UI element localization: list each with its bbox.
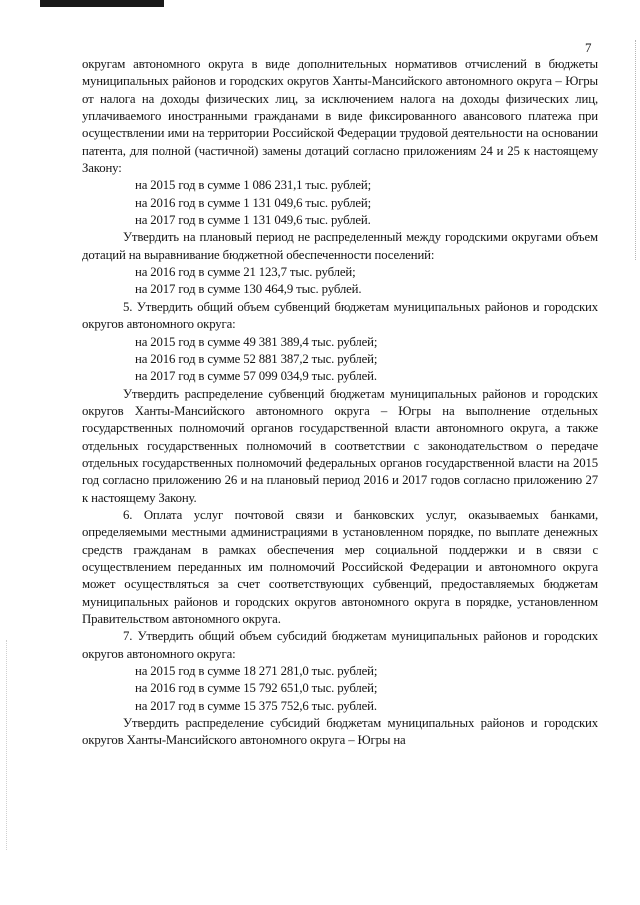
page-number: 7 (585, 40, 592, 55)
amount-line: на 2017 год в сумме 15 375 752,6 тыс. рублей. (135, 698, 377, 713)
paragraph-continuation: округам автономного округа в виде дополнительных нормативов отчислений в бюджеты муниципальных районов и городских округов Ханты-Мансийского автономного округа – Югры от налога на доходы физических лиц, за исключением налога на доходы физических лиц, уплачиваемого иностранными гражданами в виде фиксированного авансового платежа при осуществлении ими на территории Российской Федерации трудовой деятельности на основании патента, для полной (частичной) замены дотаций согласно приложениям 24 и 25 к настоящему Закону: (82, 57, 598, 176)
amount-line: на 2015 год в сумме 1 086 231,1 тыс. рублей; (135, 178, 372, 193)
paragraph: 5. Утвердить общий объем субвенций бюджетам муниципальных районов и городских округов автономного округа: (82, 299, 598, 332)
page-body (82, 56, 598, 750)
amount-line: на 2017 год в сумме 130 464,9 тыс. рублей. (135, 282, 362, 297)
paragraph: 7. Утвердить общий объем субсидий бюджетам муниципальных районов и городских округов автономного округа: (82, 629, 598, 661)
amount-line: на 2016 год в сумме 15 792 651,0 тыс. рублей; (135, 681, 378, 696)
amount-line: на 2016 год в сумме 52 881 387,2 тыс. рублей; (135, 351, 378, 366)
amount-line: на 2015 год в сумме 18 271 281,0 тыс. рублей; (135, 664, 378, 679)
scan-left-mark (6, 640, 8, 850)
amount-line: на 2017 год в сумме 1 131 049,6 тыс. рублей. (135, 213, 371, 228)
scan-top-bar (40, 0, 164, 7)
paragraph: 6. Оплата услуг почтовой связи и банковских услуг, оказываемых банками, определяемыми местными администрациями в установленном порядке, по выплате денежных средств гражданам в рамках обеспечения мер социальной поддержки и в связи с осуществлением переданных им полномочий Российской Федерации и автономного округа может осуществляться за счет соответствующих субвенций, предоставляемых бюджетам муниципальных районов и городских округов автономного округа в порядке, установленном Правительством автономного округа. (82, 507, 598, 626)
paragraph: Утвердить на плановый период не распределенный между городскими округами объем дотаций на выравнивание бюджетной обеспеченности поселений: (82, 230, 598, 262)
amount-line: на 2017 год в сумме 57 099 034,9 тыс. рублей. (135, 369, 377, 384)
amount-line: на 2015 год в сумме 49 381 389,4 тыс. рублей; (135, 334, 378, 349)
paragraph: Утвердить распределение субсидий бюджетам муниципальных районов и городских округов Ханты-Мансийского автономного округа – Югры на (82, 716, 598, 748)
amount-line: на 2016 год в сумме 1 131 049,6 тыс. рублей; (135, 195, 372, 210)
scan-edge-mark (634, 40, 636, 260)
amount-line: на 2016 год в сумме 21 123,7 тыс. рублей; (135, 265, 356, 280)
paragraph: Утвердить распределение субвенций бюджетам муниципальных районов и городских округов Ханты-Мансийского автономного округа – Югры на выполнение отдельных государственных полномочий органов государственной власти автономного округа, а также отдельных государственных полномочий в соответствии с законодательством о передаче отдельных государственных полномочий федеральных органов государственной власти на 2015 год согласно приложению 26 и на плановый период 2016 и 2017 годов согласно приложению 27 к настоящему Закону. (82, 386, 598, 505)
